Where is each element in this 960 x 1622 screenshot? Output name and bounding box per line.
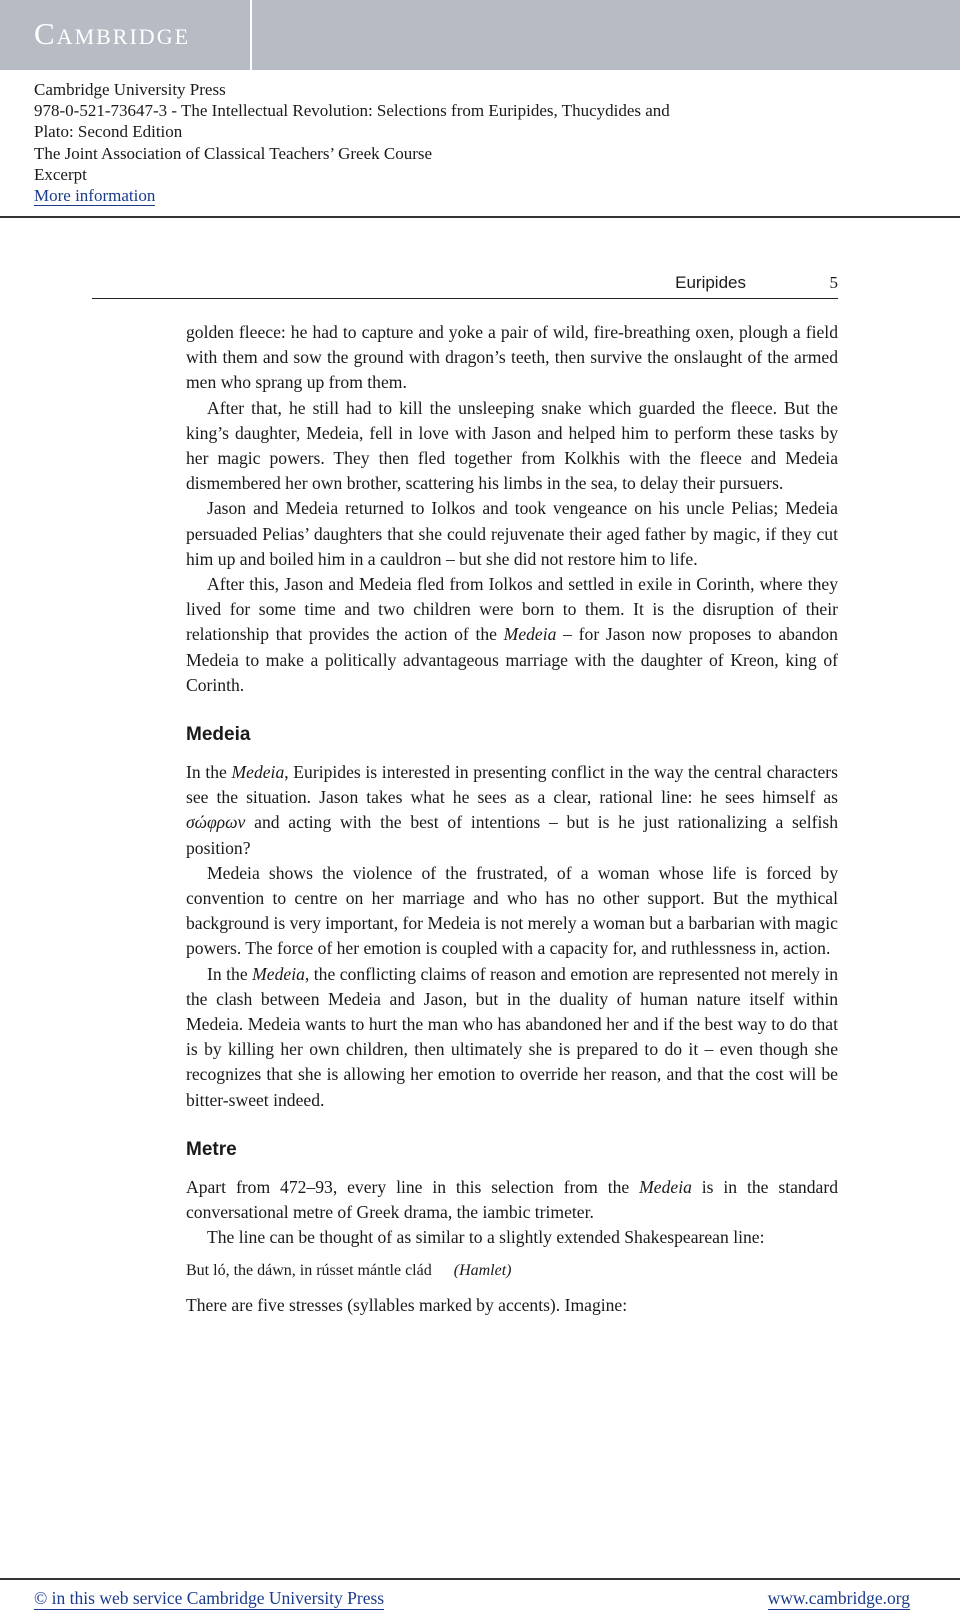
isbn-title-line-2: Plato: Second Edition <box>34 122 183 142</box>
page-footer <box>34 1588 910 1614</box>
publisher-banner <box>0 0 960 70</box>
page-body <box>186 320 838 1318</box>
footer-divider <box>0 1578 960 1580</box>
banner-divider <box>250 0 252 70</box>
cambridge-logo: Cambridge <box>34 16 191 51</box>
paragraph: Medeia shows the violence of the frustrated, of a woman whose life is forced by convention to centre on her marriage and who has no other support. But the mythical background is very important, for Medeia is not merely a woman but a barbarian with magic powers. The force of her emotion is coupled with a capacity for, and ruthlessness in, action. <box>186 862 838 959</box>
paragraph: The line can be thought of as similar to a slightly extended Shakespearean line: <box>207 1227 765 1248</box>
paragraph: Jason and Medeia returned to Iolkos and took vengeance on his uncle Pelias; Medeia persuaded Pelias’ daughters that she could rejuvenate their aged father by magic, if they cut him up and boiled him in a cauldron – but she did not restore him to life. <box>186 498 838 569</box>
cambridge-website-link[interactable]: www.cambridge.org <box>767 1588 910 1608</box>
page-number: 5 <box>829 273 838 292</box>
copyright-link[interactable]: © in this web service Cambridge University Press <box>34 1588 385 1608</box>
running-head-title: Euripides <box>675 273 746 292</box>
greek-word: σώφρων <box>186 812 246 833</box>
verse-source: (Hamlet) <box>453 1261 512 1279</box>
paragraph: golden fleece: he had to capture and yoke a pair of wild, fire-breathing oxen, plough a field with them and sow the ground with dragon’s teeth, then survive the onslaught of the armed men who sprang up from them. <box>186 322 838 393</box>
publication-info <box>34 79 914 206</box>
more-information-link[interactable]: More information <box>34 186 156 206</box>
excerpt-label: Excerpt <box>34 164 87 184</box>
isbn-title-line-1: 978-0-521-73647-3 - The Intellectual Revolution: Selections from Euripides, Thucydides and <box>34 101 670 121</box>
section-heading-metre: Metre <box>186 1138 237 1160</box>
verse-line: But ló, the dáwn, in rússet mántle clád <box>186 1261 432 1279</box>
section-heading-medeia: Medeia <box>186 724 251 746</box>
header-divider <box>0 216 960 218</box>
verse-example <box>186 1259 838 1283</box>
book-author: The Joint Association of Classical Teachers’ Greek Course <box>34 143 433 163</box>
paragraph: There are five stresses (syllables marked by accents). Imagine: <box>186 1294 628 1315</box>
paragraph: After that, he still had to kill the unsleeping snake which guarded the fleece. But the king’s daughter, Medeia, fell in love with Jason and helped him to perform these tasks by her magic powers. They then fled together from Kolkhis with the fleece and Medeia dismembered her own brother, scattering his limbs in the sea, to delay their pursuers. <box>186 397 838 494</box>
paragraph: Apart from 472–93, every line in this selection from the Medeia is in the standard conversational metre of Greek drama, the iambic trimeter. <box>186 1176 838 1223</box>
paragraph: After this, Jason and Medeia fled from Iolkos and settled in exile in Corinth, where they lived for some time and two children were born to them. It is the disruption of their relationship that provides the action of the Medeia – for Jason now proposes to abandon Medeia to make a politically advantageous marriage with the daughter of Kreon, king of Corinth. <box>186 574 838 695</box>
running-head <box>92 272 838 299</box>
paragraph: In the Medeia, the conflicting claims of reason and emotion are represented not merely in the clash between Medeia and Jason, but in the duality of human nature itself within Medeia. Medeia wants to hurt the man who has abandoned her and if the best way to do that is by killing her own children, then ultimately she is prepared to do it – even though she recognizes that she is allowing her emotion to override her reason, and that the cost will be bitter-sweet indeed. <box>186 963 838 1110</box>
publisher-name: Cambridge University Press <box>34 80 226 99</box>
paragraph: In the Medeia, Euripides is interested in presenting conflict in the way the central characters see the situation. Jason takes what he sees as a clear, rational line: he sees himself as σώφρων and acting with the best of intentions – but is he just rationalizing a selfish position? <box>186 762 839 858</box>
